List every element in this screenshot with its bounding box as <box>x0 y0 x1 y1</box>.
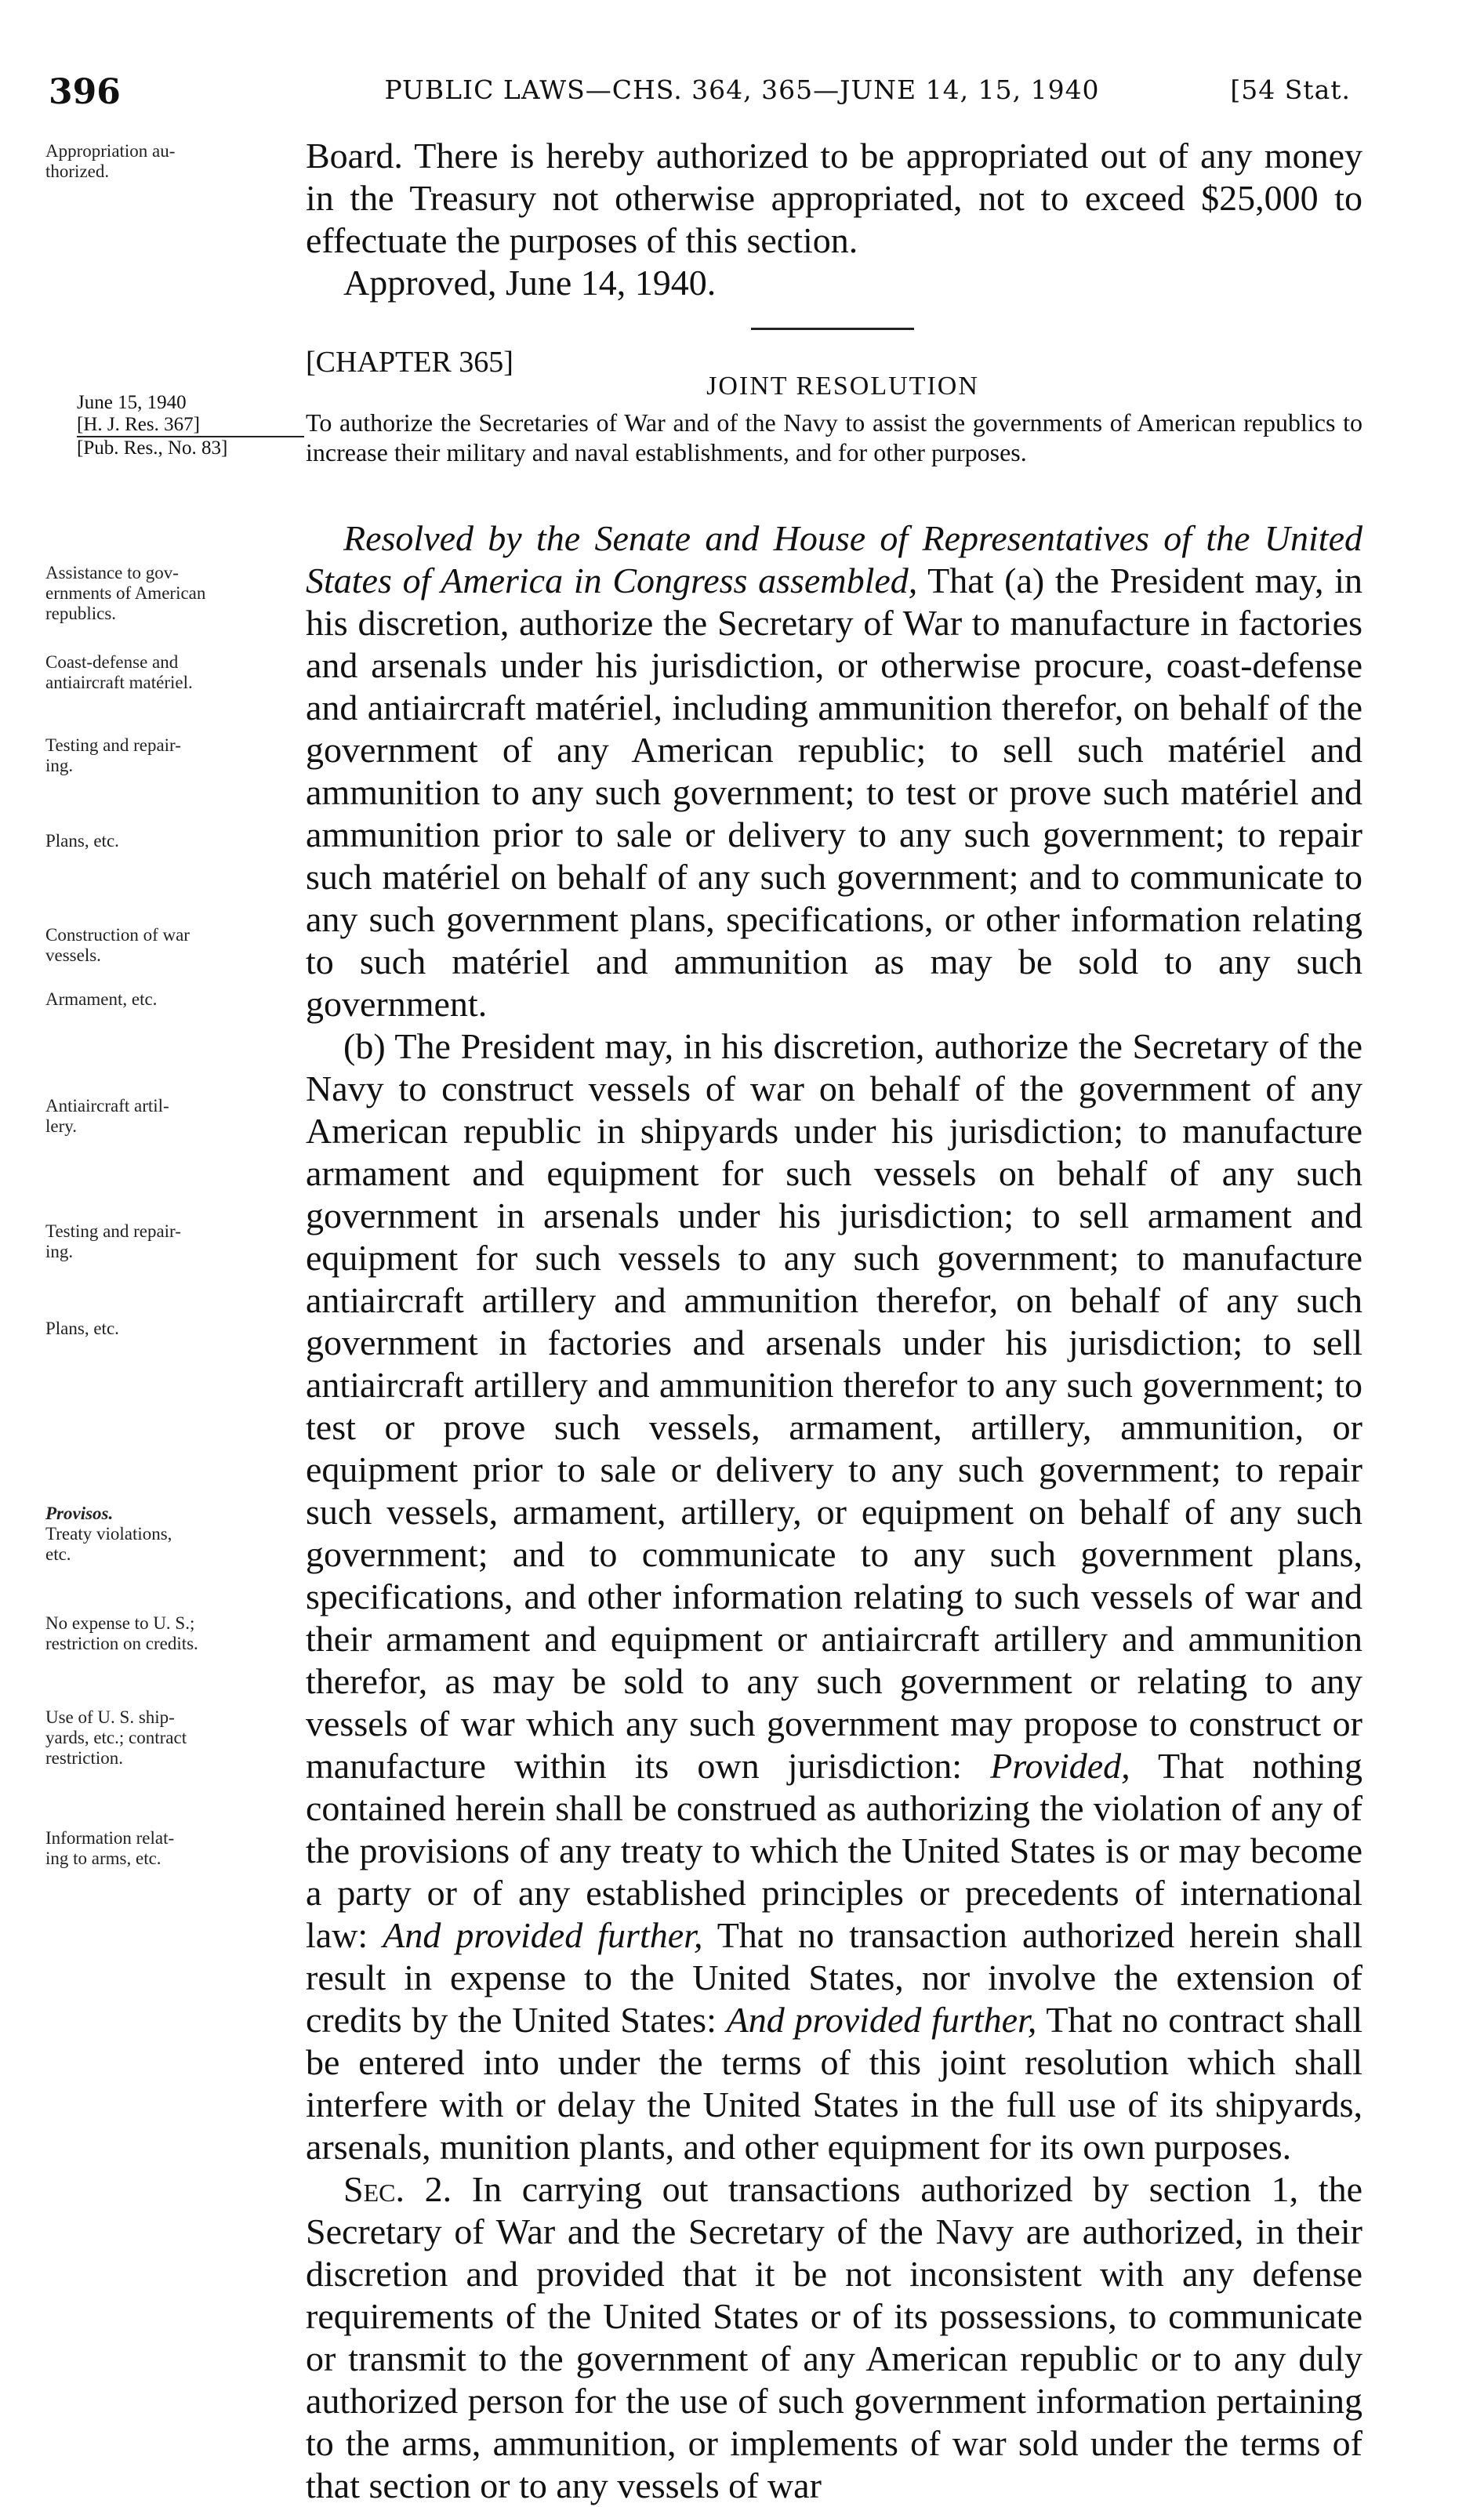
sidenote-line: restriction. <box>45 1748 123 1768</box>
sidenote-use-of-yards <box>45 1707 304 1769</box>
top-paragraph: Board. There is hereby authorized to be appropriated out of any money in the Treasury not otherwise appropriated, not to exceed $25,000 to effectuate the purposes of this section. <box>306 136 1362 260</box>
sidenote-appropriation <box>45 141 304 182</box>
sidenote-line: ernments of American <box>45 583 206 603</box>
sidenote-line: republics. <box>45 604 117 623</box>
sidenote-provisos <box>45 1504 304 1565</box>
paragraph-b-text-2: That nothing contained herein shall be construed as authorizing the violation of any of the provisions of any treaty to which the United States is or may become a party or of any established principles or precedents of international law: <box>306 1746 1362 1955</box>
section-divider <box>751 328 914 330</box>
proviso-2: And provided further, <box>383 1915 703 1955</box>
enacting-clause: Resolved by the Senate and House of Representatives of the United States of America in Congress assembled, <box>306 518 1362 600</box>
sidenote-plans-1 <box>45 831 304 851</box>
paragraph-a-text: That (a) the President may, in his discretion, authorize the Secretary of War to manufacture in factories and arsenals under his jurisdiction, or otherwise procure, coast-defense and antiaircraft matériel, including ammunition therefor, on behalf of the government of any American republic; to sell such matériel and ammunition to any such government; to test or prove such matériel and ammunition prior to sale or delivery to any such government; to repair such matériel on behalf of any such government; and to communicate to any such government plans, specifications, or other information relating to such matériel and ammunition as may be sold to any such government. <box>306 561 1362 1024</box>
sidenote-line: Plans, etc. <box>45 831 119 851</box>
section-2-label: Sec. 2. <box>343 2169 452 2209</box>
sidenote-assistance <box>45 563 304 624</box>
resolution-title-text: To authorize the Secretaries of War and of the Navy to assist the governments of American republics to increase their military and naval establishments, and for other purposes. <box>306 408 1362 466</box>
sidenote-construction <box>45 925 304 966</box>
house-resolution-number: [H. J. Res. 367] <box>77 414 200 435</box>
sidenote-line: Treaty violations, <box>45 1524 172 1544</box>
sidenote-line: antiaircraft matériel. <box>45 673 193 692</box>
sidenote-line: restriction on credits. <box>45 1634 198 1653</box>
chapter-364-ending <box>306 135 1362 304</box>
sidenote-line: Testing and repair- <box>45 735 181 755</box>
sidenote-antiaircraft <box>45 1096 304 1137</box>
sidenote-line: No expense to U. S.; <box>45 1613 195 1633</box>
sidenote-line: ing. <box>45 756 74 775</box>
sidenote-no-expense <box>45 1613 304 1654</box>
volume-reference: [54 Stat. <box>1230 74 1351 105</box>
sidenote-testing-1 <box>45 735 304 776</box>
sidenote-line: Antiaircraft artil- <box>45 1096 169 1116</box>
resolution-id-block <box>77 392 304 459</box>
sidenote-testing-2 <box>45 1221 304 1262</box>
sidenote-line: lery. <box>45 1116 78 1136</box>
sidenote-plans-2 <box>45 1319 304 1339</box>
sidenote-line: yards, etc.; contract <box>45 1728 187 1747</box>
sidenote-line: Armament, etc. <box>45 989 158 1009</box>
paragraph-b-text-4: That no contract shall be entered into under the terms of this joint resolution which shall interfere with or delay the United States in the full use of its shipyards, arsenals, munition plants, and other equipment for its own purposes. <box>306 2000 1363 2167</box>
running-title: PUBLIC LAWS—CHS. 364, 365—JUNE 14, 15, 1940 <box>384 74 1100 105</box>
section-2-text: In carrying out transactions authorized by section 1, the Secretary of War and the Secretary of the Navy are authorized, in their discretion and provided that it be not inconsistent with any defense requirements of the United States or of its possessions, to communicate or transmit to the government of any American republic or to any duly authorized person for the use of such government information pertaining to the arms, ammunition, or implements of war sold under the terms of that section or to any vessels of war <box>306 2169 1362 2505</box>
resolution-date: June 15, 1940 <box>77 392 187 413</box>
sidenote-line: thorized. <box>45 161 110 181</box>
sidenote-line: Testing and repair- <box>45 1221 181 1241</box>
sidenote-line: Assistance to gov- <box>45 563 179 582</box>
chapter-heading: [CHAPTER 365] <box>306 346 513 379</box>
proviso-3: And provided further, <box>726 2000 1037 2040</box>
resolution-body <box>306 517 1362 2507</box>
page-number: 396 <box>49 72 121 112</box>
sidenote-line: Plans, etc. <box>45 1319 119 1338</box>
sidenote-line: Information relat- <box>45 1828 175 1848</box>
sidenote-line: vessels. <box>45 945 101 965</box>
sidenote-provisos-heading: Provisos. <box>45 1504 114 1523</box>
sidenote-line: Coast-defense and <box>45 652 179 672</box>
approval-line: Approved, June 14, 1940. <box>343 263 717 303</box>
sidenote-line: ing to arms, etc. <box>45 1849 161 1868</box>
paragraph-b-text-3: That no transaction authorized herein shall result in expense to the United States, nor involve the extension of credits by the United States: <box>306 1915 1363 2040</box>
joint-resolution-heading: JOINT RESOLUTION <box>706 372 979 401</box>
resolution-title <box>306 408 1362 467</box>
public-resolution-number: [Pub. Res., No. 83] <box>77 437 228 459</box>
sidenote-armament <box>45 989 304 1010</box>
section-2 <box>306 2168 1362 2507</box>
paragraph-b-text-1: (b) The President may, in his discretion, authorize the Secretary of the Navy to construct vessels of war on behalf of the government of any American republic in shipyards under his jurisdiction; to manufacture armament and equipment for such vessels on behalf of any such government in arsenals under his jurisdiction; to sell armament and equipment for such vessels to any such government; to manufacture antiaircraft artillery and ammunition therefor, on behalf of any such government in factories and arsenals under his jurisdiction; to sell antiaircraft artillery and ammunition therefor to any such government; to test or prove such vessels, armament, artillery, ammunition, or equipment prior to sale or delivery to any such government; to repair such vessels, armament, artillery, or equipment on behalf of any such government; and to communicate to any such government plans, specifications, and other information relating to such vessels of war and their armament and equipment or antiaircraft artillery and ammunition therefor, as may be sold to any such government or relating to any vessels of war which any such government may propose to construct or manufacture within its own jurisdiction: <box>306 1026 1362 1786</box>
sidenote-line: Construction of war <box>45 925 190 945</box>
sidenote-line: Appropriation au- <box>45 141 176 161</box>
proviso-1: Provided, <box>990 1746 1130 1786</box>
paragraph-a <box>306 517 1362 1025</box>
sidenote-coast-defense <box>45 652 304 693</box>
sidenote-line: etc. <box>45 1544 71 1564</box>
paragraph-b <box>306 1025 1362 2168</box>
sidenote-information <box>45 1828 304 1869</box>
sidenote-line: ing. <box>45 1242 74 1261</box>
sidenote-line: Use of U. S. ship- <box>45 1707 175 1727</box>
